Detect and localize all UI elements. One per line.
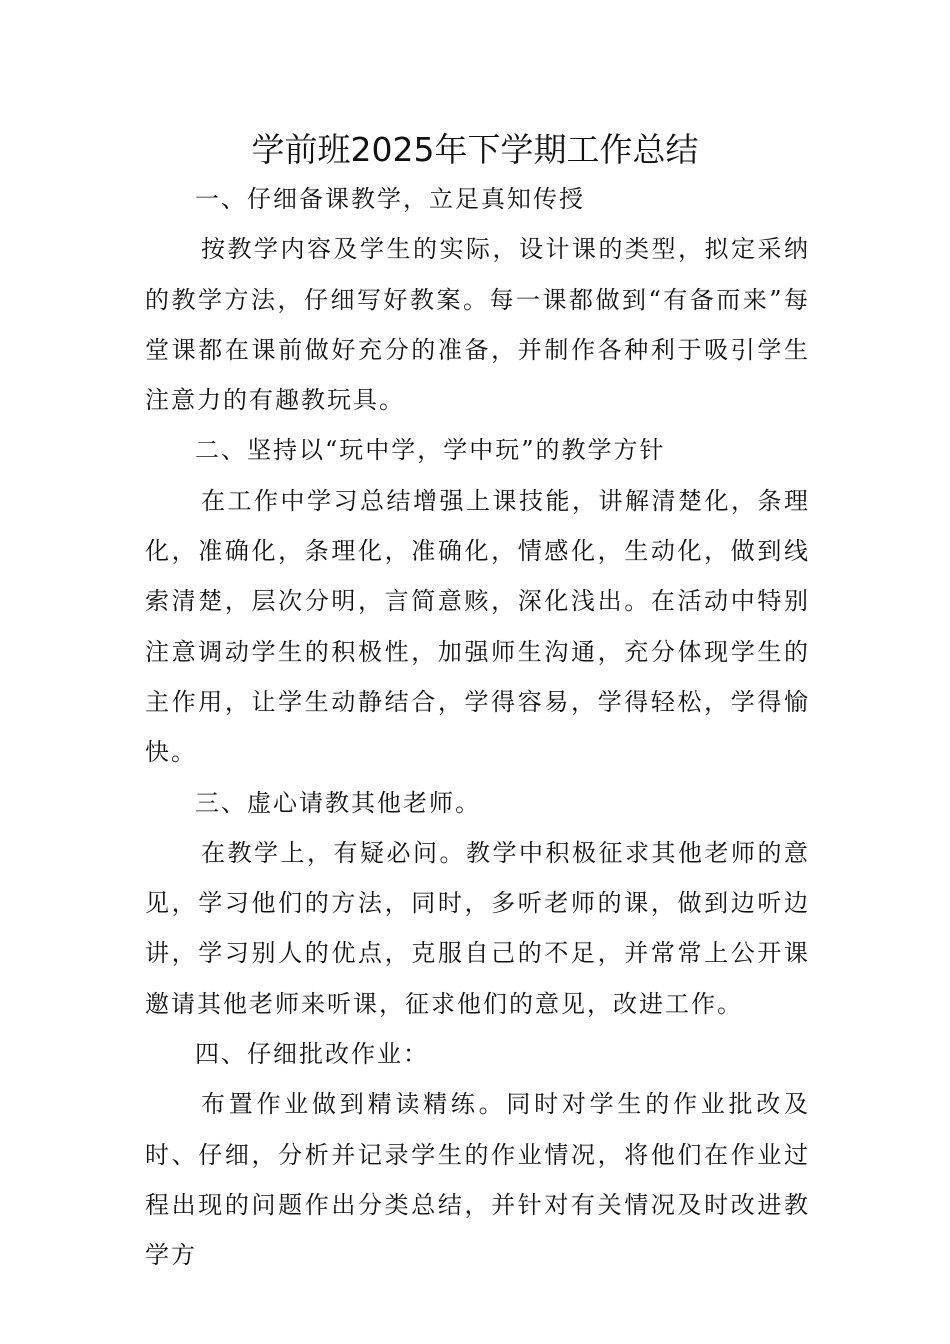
section-heading-3: 三、虚心请教其他老师。 [195, 788, 481, 817]
section-paragraph-4: 布置作业做到精读精练。同时对学生的作业批改及时、仔细，分析并记录学生的作业情况，将他们在作业过程出现的问题作出分类总结，并针对有关情况及时改进教学方 [145, 1090, 810, 1270]
document-title: 学前班2025年下学期工作总结 [251, 130, 699, 169]
section-paragraph-1: 按教学内容及学生的实际，设计课的类型，拟定采纳的教学方法，仔细写好教案。每一课都做到“有备而来”每堂课都在课前做好充分的准备，并制作各种利于吸引学生注意力的有趣教玩具。 [145, 235, 810, 415]
section-paragraph-2: 在工作中学习总结增强上课技能，讲解清楚化，条理化，准确化，条理化，准确化，情感化，生动化，做到线索清楚，层次分明，言简意赅，深化浅出。在活动中特别注意调动学生的积极性，加强师生沟通，充分体现学生的主作用，让学生动静结合，学得容易，学得轻松，学得愉快。 [145, 486, 810, 767]
section-heading-1: 一、仔细备课教学，立足真知传授 [195, 185, 585, 213]
document-body [145, 174, 810, 1281]
section-paragraph-3: 在教学上，有疑必问。教学中积极征求其他老师的意见，学习他们的方法，同时，多听老师的课，做到边听边讲，学习别人的优点，克服自己的不足，并常常上公开课邀请其他老师来听课，征求他们的意见，改进工作。 [145, 838, 810, 1018]
section-heading-4: 四、仔细批改作业： [195, 1040, 429, 1069]
section-heading-2: 二、坚持以“玩中学，学中玩”的教学方针 [195, 436, 666, 465]
